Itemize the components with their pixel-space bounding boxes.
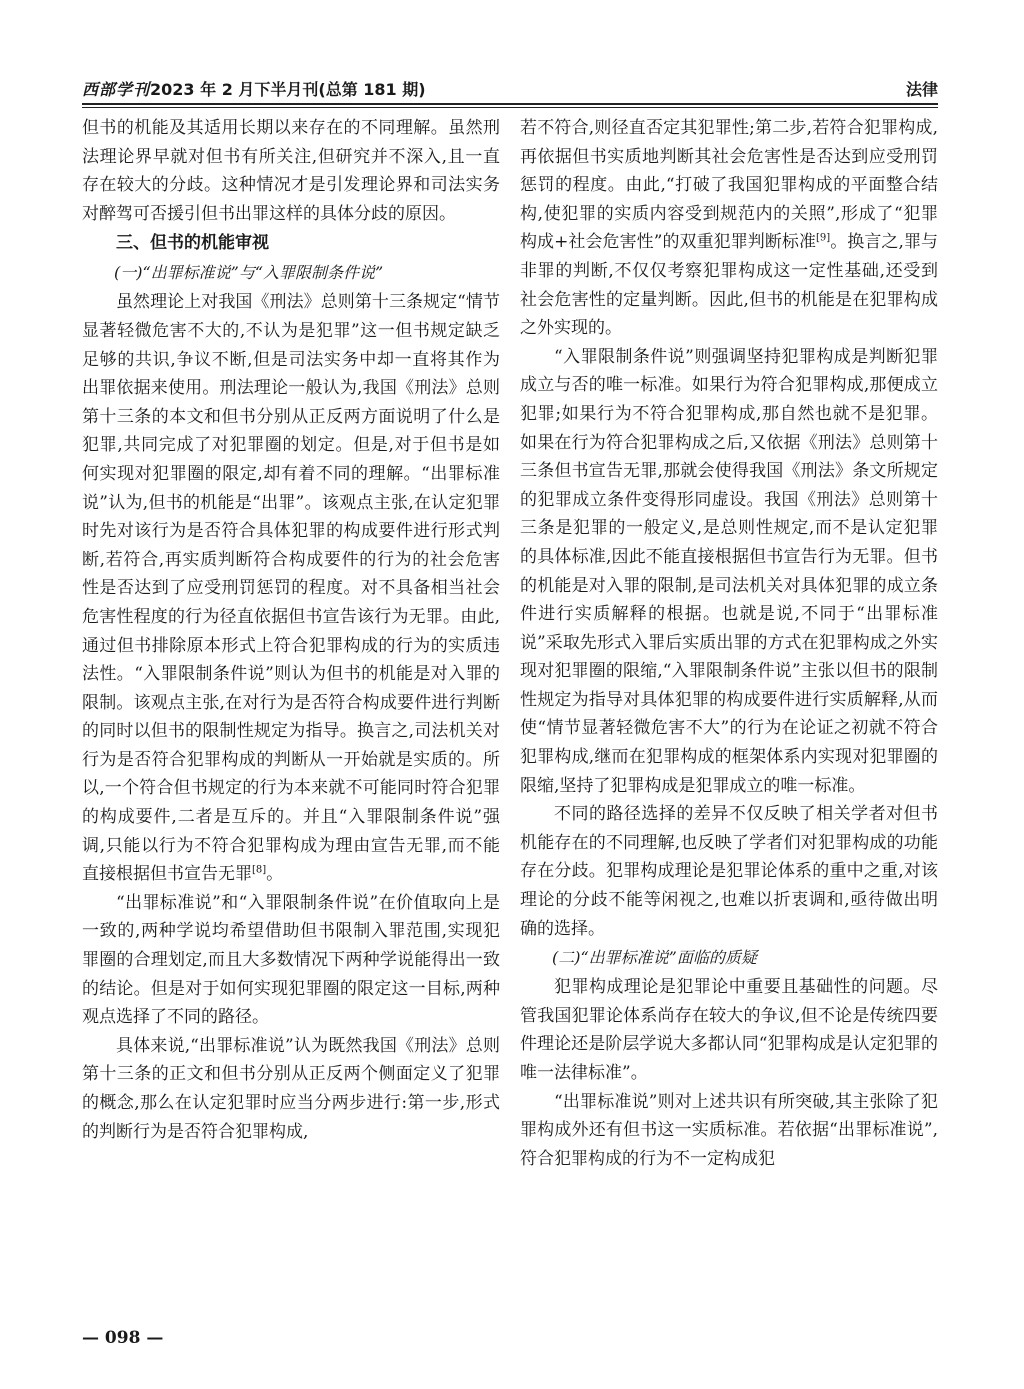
page-number: — 098 — — [82, 1328, 164, 1348]
header-left — [82, 77, 426, 100]
header-rule-thin — [82, 107, 938, 108]
citation-ref: [8] — [252, 864, 267, 876]
citation-ref: [9] — [816, 232, 831, 244]
paragraph-text: 虽然理论上对我国《刑法》总则第十三条规定“情节显著轻微危害不大的,不认为是犯罪”这一但书规定缺乏足够的共识,争议不断,但是司法实务中却一直将其作为出罪依据来使用。刑法理论一般认为,我国《刑法》总则第十三条的本文和但书分别从正反两方面说明了什么是犯罪,共同完成了对犯罪圈的划定。但是,对于但书是如何实现对犯罪圈的限定,却有着不同的理解。“出罪标准说”认为,但书的机能是“出罪”。该观点主张,在认定犯罪时先对该行为是否符合具体犯罪的构成要件进行形式判断,若符合,再实质判断符合构成要件的行为的社会危害性是否达到了应受刑罚惩罚的程度。对不具备相当社会危害性程度的行为径直依据但书宣告该行为无罪。由此,通过但书排除原本形式上符合犯罪构成的行为的实质违法性。“入罪限制条件说”则认为但书的机能是对入罪的限制。该观点主张,在对行为是否符合构成要件进行判断的同时以但书的限制性规定为指导。换言之,司法机关对行为是否符合犯罪构成的判断从一开始就是实质的。所以,一个符合但书规定的行为本来就不可能同时符合犯罪的构成要件,二者是互斥的。并且“入罪限制条件说”强调,只能以行为不符合犯罪构成为理由宣告无罪,而不能直接根据但书宣告无罪 — [82, 292, 500, 885]
header-rule — [82, 103, 938, 105]
paragraph — [82, 288, 500, 888]
right-column — [520, 114, 938, 1329]
paragraph: 但书的机能及其适用长期以来存在的不同理解。虽然刑法理论界早就对但书有所关注,但研究并不深入,且一直存在较大的分歧。这种情况才是引发理论界和司法实务对醉驾可否援引但书出罪这样的具体分歧的原因。 — [82, 118, 500, 224]
section-label: 法律 — [905, 80, 938, 99]
page-header — [82, 72, 938, 100]
paragraph-end: 。换言之,罪与非罪的判断,不仅仅考察犯罪构成这一定性基础,还受到社会危害性的定量判断。因此,但书的机能是在犯罪构成之外实现的。 — [520, 232, 938, 339]
issue-info: 2023 年 2 月下半月刊(总第 181 期) — [150, 80, 426, 99]
paragraph: 不同的路径选择的差异不仅反映了相关学者对但书机能存在的不同理解,也反映了学者们对犯罪构成的功能存在分歧。犯罪构成理论是犯罪论体系的重中之重,对该理论的分歧不能等闲视之,也难以折衷调和,亟待做出明确的选择。 — [520, 804, 938, 939]
left-column — [82, 114, 500, 1329]
paragraph: 具体来说,“出罪标准说”认为既然我国《刑法》总则第十三条的正文和但书分别从正反两个侧面定义了犯罪的概念,那么在认定犯罪时应当分两步进行:第一步,形式的判断行为是否符合犯罪构成, — [82, 1035, 500, 1142]
paragraph: “入罪限制条件说”则强调坚持犯罪构成是判断犯罪成立与否的唯一标准。如果行为符合犯罪构成,那便成立犯罪;如果行为不符合犯罪构成,那自然也就不是犯罪。如果在行为符合犯罪构成之后,又依据《刑法》总则第十三条但书宣告无罪,那就会使得我国《刑法》条文所规定的犯罪成立条件变得形同虚设。我国《刑法》总则第十三条是犯罪的一般定义,是总则性规定,而不是认定犯罪的具体标准,因此不能直接根据但书宣告行为无罪。但书的机能是对入罪的限制,是司法机关对具体犯罪的成立条件进行实质解释的根据。也就是说,不同于“出罪标准说”采取先形式入罪后实质出罪的方式在犯罪构成之外实现对犯罪圈的限缩,“入罪限制条件说”主张以但书的限制性规定为指导对具体犯罪的构成要件进行实质解释,从而使“情节显著轻微危害不大”的行为在论证之初就不符合犯罪构成,继而在犯罪构成的框架体系内实现对犯罪圈的限缩,坚持了犯罪构成是犯罪成立的唯一标准。 — [520, 346, 938, 796]
paragraph-text: 若不符合,则径直否定其犯罪性;第二步,若符合犯罪构成,再依据但书实质地判断其社会危害性是否达到应受刑罚惩罚的程度。由此,“打破了我国犯罪构成的平面整合结构,使犯罪的实质内容受到规范内的关照”,形成了“犯罪构成+社会危害性”的双重犯罪判断标准 — [520, 118, 938, 253]
section-heading: 三、但书的机能审视 — [116, 233, 269, 254]
paragraph: “出罪标准说”和“入罪限制条件说”在价值取向上是一致的,两种学说均希望借助但书限制入罪范围,实现犯罪圈的合理划定,而且大多数情况下两种学说能得出一致的结论。但是对于如何实现犯罪圈的限定这一目标,两种观点选择了不同的路径。 — [82, 892, 500, 1028]
subsection-heading: (一)“出罪标准说”与“入罪限制条件说” — [114, 263, 384, 283]
paragraph-end: 。 — [266, 864, 284, 885]
paragraph: “出罪标准说”则对上述共识有所突破,其主张除了犯罪构成外还有但书这一实质标准。若依据“出罪标准说”,符合犯罪构成的行为不一定构成犯 — [520, 1091, 938, 1169]
subsection-heading: (二)“出罪标准说”面临的质疑 — [552, 948, 757, 968]
paragraph — [520, 114, 938, 343]
paragraph: 犯罪构成理论是犯罪论中重要且基础性的问题。尽管我国犯罪论体系尚存在较大的争议,但不论是传统四要件理论还是阶层学说大多都认同“犯罪构成是认定犯罪的唯一法律标准”。 — [520, 977, 938, 1083]
journal-logo: 西部学刊 — [82, 80, 151, 99]
